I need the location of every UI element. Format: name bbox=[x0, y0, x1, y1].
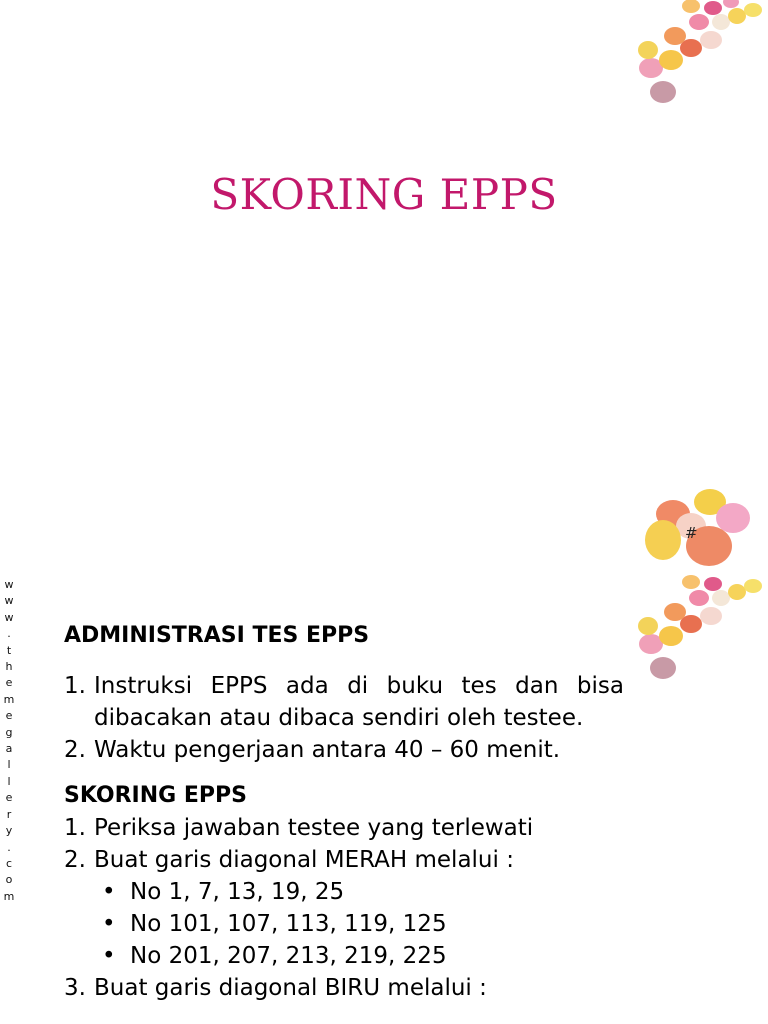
list-item: 3. Buat garis diagonal BIRU melalui : bbox=[64, 975, 487, 1001]
section-heading-skoring: SKORING EPPS bbox=[64, 783, 247, 808]
list-item: 1. Instruksi EPPS ada di buku tes dan bisa dibacakan atau dibaca sendiri oleh testee. bbox=[64, 673, 624, 731]
slide-title: SKORING EPPS bbox=[210, 170, 558, 219]
slide-2-content bbox=[64, 620, 624, 1004]
list-item: 2. Waktu pengerjaan antara 40 – 60 menit. bbox=[64, 737, 561, 763]
bullet-list bbox=[64, 876, 624, 972]
candy-eggs-decoration bbox=[633, 576, 768, 688]
candy-eggs-decoration bbox=[633, 480, 768, 572]
bullet-mark: • bbox=[102, 879, 116, 905]
slide-number-mark: # bbox=[685, 524, 698, 542]
skoring-list-continued bbox=[64, 972, 624, 1004]
bullet-item: • No 1, 7, 13, 19, 25 bbox=[102, 876, 624, 908]
bullet-item: • No 101, 107, 113, 119, 125 bbox=[102, 908, 624, 940]
bullet-mark: • bbox=[102, 943, 116, 969]
candy-eggs-decoration bbox=[633, 0, 768, 112]
section-heading-administrasi: ADMINISTRASI TES EPPS bbox=[64, 623, 370, 648]
vertical-watermark-url: w w w . t h e m e g a l l e r y . c o m bbox=[3, 578, 15, 903]
bullet-mark: • bbox=[102, 911, 116, 937]
bullet-item: • No 201, 207, 213, 219, 225 bbox=[102, 940, 624, 972]
list-item: 1. Periksa jawaban testee yang terlewati bbox=[64, 815, 534, 841]
administrasi-list bbox=[64, 670, 624, 766]
skoring-list bbox=[64, 812, 624, 876]
list-item: 2. Buat garis diagonal MERAH melalui : bbox=[64, 847, 514, 873]
